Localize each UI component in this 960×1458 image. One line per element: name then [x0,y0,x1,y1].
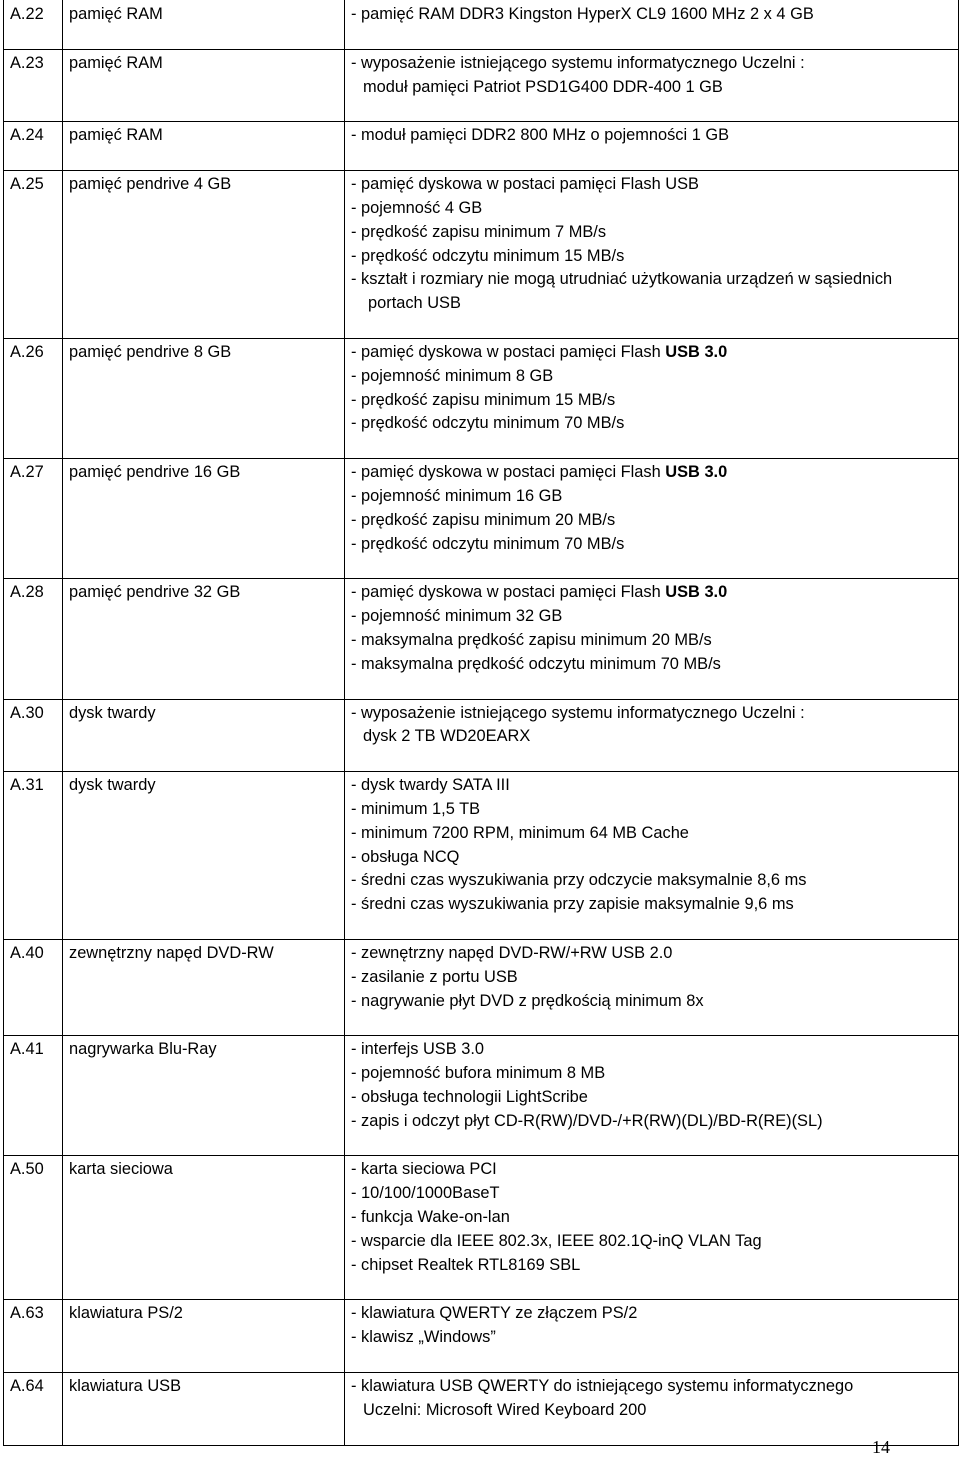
table-row [4,49,959,122]
description-line [351,245,952,269]
description-line [351,365,952,389]
description-line [351,1086,952,1110]
table-row [4,122,959,171]
specification-table [3,0,959,1446]
description-line [351,292,952,316]
description-text: - obsługa NCQ [351,847,460,866]
table-row [4,1373,959,1446]
description-text: - nagrywanie płyt DVD z prędkością minimum 8x [351,991,704,1010]
item-code: A.28 [4,579,63,699]
table-row [4,772,959,940]
item-description [345,699,959,772]
description-line [351,846,952,870]
description-line [351,822,952,846]
description-text: - funkcja Wake-on-lan [351,1208,510,1227]
item-name: pamięć pendrive 4 GB [63,171,345,339]
item-code: A.27 [4,459,63,579]
item-code: A.31 [4,772,63,940]
description-text: - wyposażenie istniejącego systemu informatycznego Uczelni : [351,53,805,72]
table-row [4,1156,959,1300]
item-name: pamięć RAM [63,122,345,171]
description-line [351,1326,952,1350]
page-number: 14 [872,1437,890,1457]
description-line [351,389,952,413]
description-text: - klawiatura QWERTY ze złączem PS/2 [351,1304,638,1323]
description-line [351,412,952,436]
item-code: A.64 [4,1373,63,1446]
description-line [351,1062,952,1086]
item-code: A.23 [4,49,63,122]
description-text: - maksymalna prędkość odczytu minimum 70 MB/s [351,654,721,673]
description-text: - moduł pamięci DDR2 800 MHz o pojemności 1 GB [351,126,730,145]
description-line [351,1038,952,1062]
description-line [351,725,952,749]
description-text: - pojemność minimum 32 GB [351,607,563,626]
item-description [345,171,959,339]
item-description [345,459,959,579]
item-description [345,939,959,1035]
description-text: - kształt i rozmiary nie mogą utrudniać użytkowania urządzeń w sąsiednich [351,270,893,289]
description-text: - klawisz „Windows” [351,1328,496,1347]
description-line [351,629,952,653]
table-row [4,699,959,772]
description-line [351,485,952,509]
description-text: - pojemność minimum 8 GB [351,366,554,385]
description-line [351,990,952,1014]
description-line [351,1182,952,1206]
description-line [351,798,952,822]
description-line [351,268,952,292]
item-name: klawiatura USB [63,1373,345,1446]
item-description [345,1156,959,1300]
description-text: - pamięć dyskowa w postaci pamięci Flash [351,463,666,482]
description-text: - prędkość odczytu minimum 70 MB/s [351,534,625,553]
description-text: - wyposażenie istniejącego systemu informatycznego Uczelni : [351,703,805,722]
description-line [351,341,952,365]
description-text: - pamięć dyskowa w postaci pamięci Flash USB [351,175,699,194]
description-line [351,893,952,917]
description-text: - pamięć dyskowa w postaci pamięci Flash [351,342,666,361]
description-text: - chipset Realtek RTL8169 SBL [351,1255,581,1274]
description-text: - karta sieciowa PCI [351,1160,497,1179]
description-line [351,1206,952,1230]
item-description [345,1373,959,1446]
item-description [345,1036,959,1156]
description-text: - pamięć RAM DDR3 Kingston HyperX CL9 1600 MHz 2 x 4 GB [351,5,814,23]
description-text: - zasilanie z portu USB [351,967,518,986]
item-name: nagrywarka Blu-Ray [63,1036,345,1156]
description-line [351,1110,952,1134]
table-row [4,459,959,579]
table-row [4,1300,959,1373]
item-description [345,1300,959,1373]
description-text: - prędkość odczytu minimum 70 MB/s [351,414,625,433]
description-line [351,461,952,485]
description-line [351,581,952,605]
description-text: moduł pamięci Patriot PSD1G400 DDR-400 1 GB [363,77,723,96]
item-code: A.22 [4,0,63,49]
item-name: zewnętrzny napęd DVD-RW [63,939,345,1035]
description-line [351,942,952,966]
description-text: - prędkość zapisu minimum 15 MB/s [351,390,616,409]
description-text: - prędkość odczytu minimum 15 MB/s [351,246,625,265]
item-code: A.24 [4,122,63,171]
description-text: portach USB [368,294,461,313]
table-row [4,0,959,49]
description-bold-text: USB 3.0 [665,342,728,361]
item-code: A.25 [4,171,63,339]
item-name: pamięć pendrive 32 GB [63,579,345,699]
description-line [351,533,952,557]
description-text: - prędkość zapisu minimum 7 MB/s [351,222,607,241]
item-description [345,772,959,940]
description-bold-text: USB 3.0 [665,583,728,602]
item-description [345,49,959,122]
description-text: - wsparcie dla IEEE 802.3x, IEEE 802.1Q-inQ VLAN Tag [351,1231,762,1250]
item-description [345,122,959,171]
description-text: - pojemność 4 GB [351,198,483,217]
description-text: - klawiatura USB QWERTY do istniejącego systemu informatycznego [351,1377,854,1396]
item-code: A.63 [4,1300,63,1373]
item-description [345,0,959,49]
description-text: - zapis i odczyt płyt CD-R(RW)/DVD-/+R(RW)(DL)/BD-R(RE)(SL) [351,1111,823,1130]
description-text: - pojemność bufora minimum 8 MB [351,1064,606,1083]
description-line [351,1254,952,1278]
description-line [351,173,952,197]
description-line [351,966,952,990]
description-line [351,1375,952,1399]
specification-table-body [4,0,959,1445]
description-line [351,76,952,100]
item-name: dysk twardy [63,699,345,772]
description-line [351,509,952,533]
description-line [351,1302,952,1326]
table-row [4,1036,959,1156]
item-code: A.30 [4,699,63,772]
table-row [4,338,959,458]
item-name: karta sieciowa [63,1156,345,1300]
description-line [351,702,952,726]
item-code: A.40 [4,939,63,1035]
description-text: - minimum 7200 RPM, minimum 64 MB Cache [351,823,689,842]
description-line [351,1399,952,1423]
description-line [351,653,952,677]
description-text: - maksymalna prędkość zapisu minimum 20 MB/s [351,630,712,649]
description-line [351,869,952,893]
item-code: A.50 [4,1156,63,1300]
description-line [351,774,952,798]
description-text: - dysk twardy SATA III [351,776,510,795]
item-name: pamięć RAM [63,0,345,49]
description-text: - średni czas wyszukiwania przy zapisie maksymalnie 9,6 ms [351,895,794,914]
description-text: - interfejs USB 3.0 [351,1040,484,1059]
description-text: dysk 2 TB WD20EARX [363,727,531,746]
item-name: pamięć pendrive 16 GB [63,459,345,579]
description-text: - pojemność minimum 16 GB [351,486,563,505]
description-text: - pamięć dyskowa w postaci pamięci Flash [351,583,666,602]
description-text: - obsługa technologii LightScribe [351,1087,588,1106]
item-name: pamięć pendrive 8 GB [63,338,345,458]
description-text: - minimum 1,5 TB [351,799,481,818]
description-line [351,221,952,245]
item-name: pamięć RAM [63,49,345,122]
description-line [351,1230,952,1254]
description-bold-text: USB 3.0 [665,463,728,482]
description-text: - średni czas wyszukiwania przy odczycie maksymalnie 8,6 ms [351,871,807,890]
item-description [345,579,959,699]
description-line [351,52,952,76]
item-code: A.41 [4,1036,63,1156]
table-row [4,171,959,339]
description-text: - zewnętrzny napęd DVD-RW/+RW USB 2.0 [351,943,673,962]
description-line [351,124,952,148]
table-row [4,579,959,699]
item-name: dysk twardy [63,772,345,940]
item-code: A.26 [4,338,63,458]
description-text: - prędkość zapisu minimum 20 MB/s [351,510,616,529]
description-line [351,605,952,629]
item-description [345,338,959,458]
description-line [351,1158,952,1182]
description-text: - 10/100/1000BaseT [351,1184,500,1203]
description-line [351,197,952,221]
table-row [4,939,959,1035]
description-text: Uczelni: Microsoft Wired Keyboard 200 [363,1400,647,1419]
description-line [351,3,952,27]
item-name: klawiatura PS/2 [63,1300,345,1373]
